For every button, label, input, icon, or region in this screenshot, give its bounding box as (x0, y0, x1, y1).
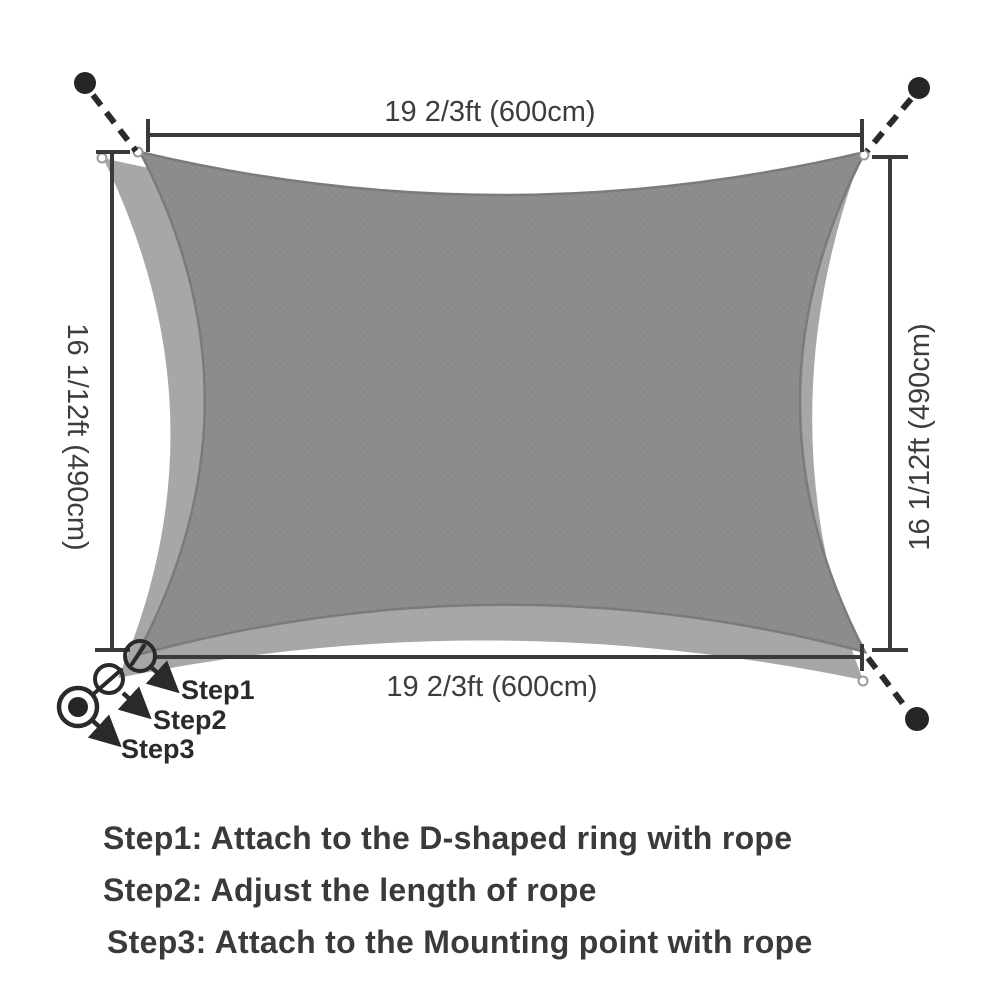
instruction-step3: Step3: Attach to the Mounting point with rope (107, 924, 813, 960)
rope-dashed-top-right (867, 99, 911, 151)
step3-arrow (93, 721, 117, 743)
mounting-point-dot-top-right (908, 77, 930, 99)
dimension-label-bottom: 19 2/3ft (600cm) (386, 671, 598, 703)
rope-dashed-bottom-right (868, 658, 907, 709)
dimension-label-top: 19 2/3ft (600cm) (384, 96, 596, 128)
dimension-line-left (95, 152, 130, 652)
step1-arrow (152, 668, 175, 689)
sail-fabric-texture (137, 152, 865, 655)
dimension-label-left: 16 1/12ft (490cm) (61, 323, 93, 551)
mounting-point-dot-top-left (74, 72, 96, 94)
rope-dashed-top-left (93, 95, 136, 151)
corner-ring-icon (98, 154, 107, 163)
dimension-line-right (872, 157, 908, 650)
instruction-step1: Step1: Attach to the D-shaped ring with rope (103, 820, 793, 856)
step1-callout-label: Step1 (181, 675, 255, 705)
corner-ring-icon (859, 677, 868, 686)
instruction-step2: Step2: Adjust the length of rope (103, 872, 597, 908)
step2-arrow (123, 693, 147, 715)
step3-callout-label: Step3 (121, 734, 195, 764)
step2-callout-label: Step2 (153, 705, 227, 735)
mounting-point-dot-bottom-left (68, 697, 88, 717)
mounting-point-dot-bottom-right (905, 707, 929, 731)
dimension-label-right: 16 1/12ft (490cm) (904, 323, 936, 551)
